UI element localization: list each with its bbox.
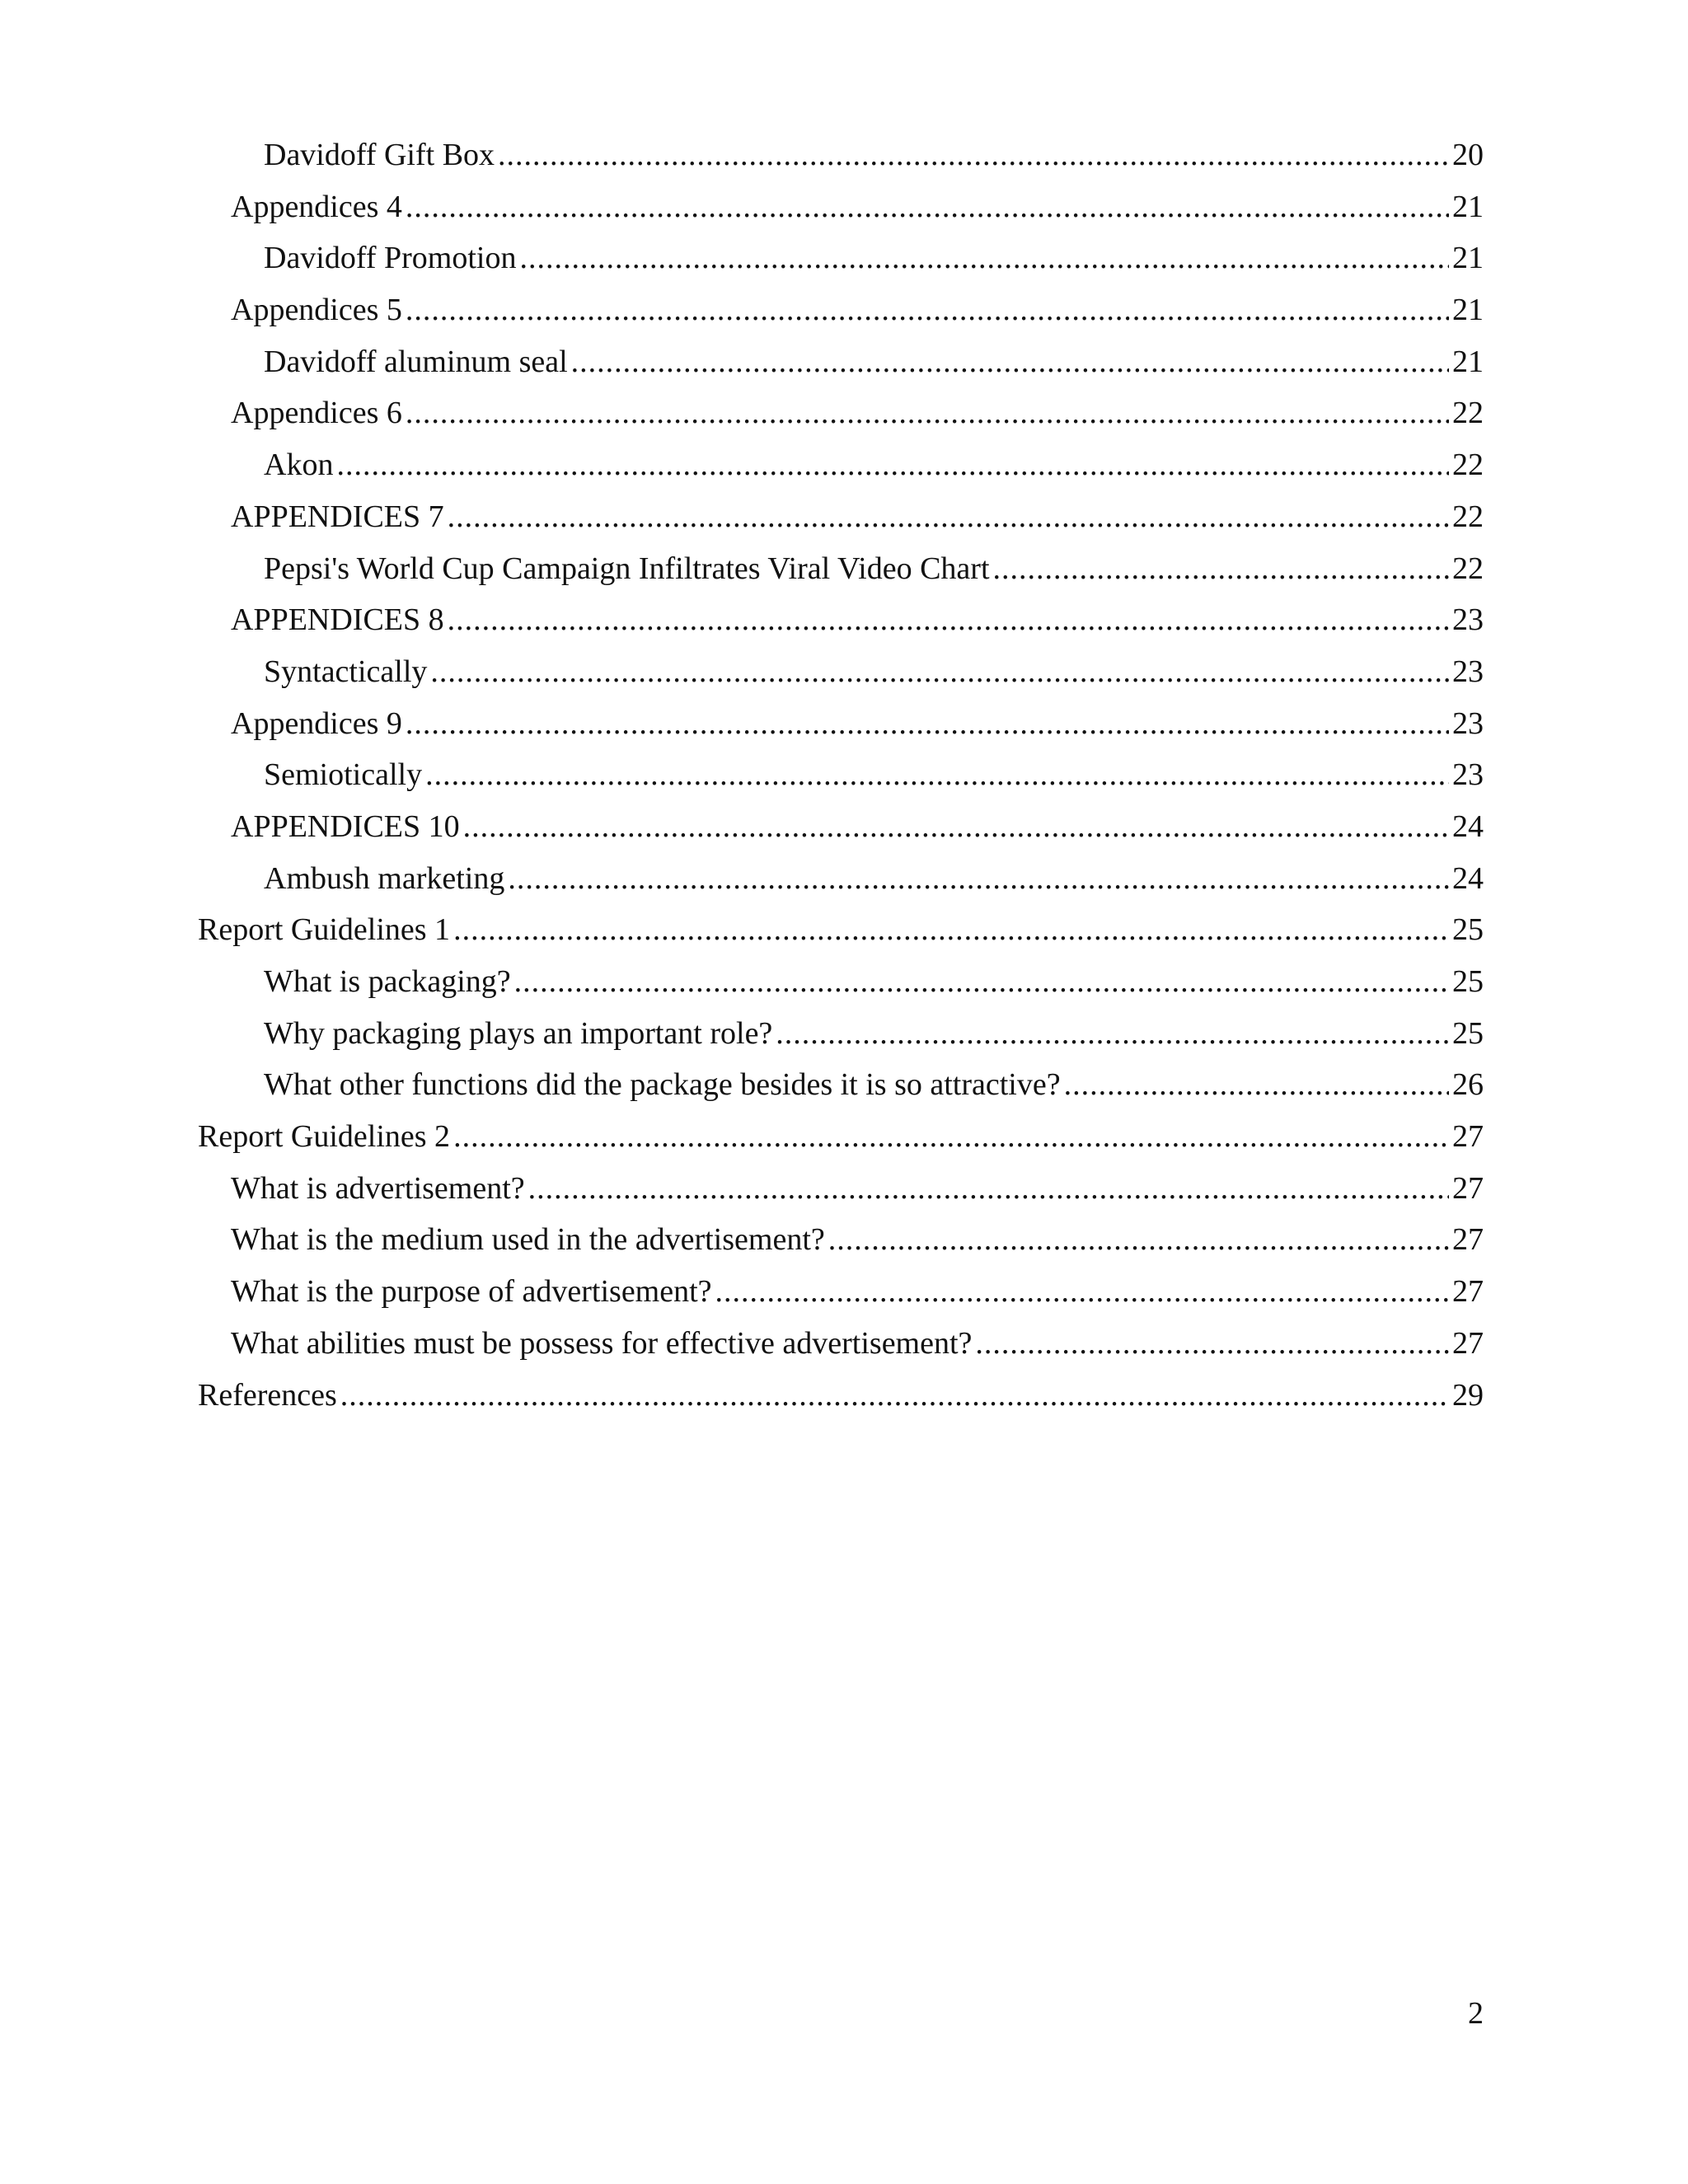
toc-entry-page: 21	[1452, 241, 1484, 276]
toc-entry-page: 23	[1452, 654, 1484, 689]
toc-dot-leader	[975, 1318, 1449, 1370]
toc-dot-leader	[463, 801, 1449, 853]
toc-entry-page: 22	[1452, 551, 1484, 586]
toc-entry-page: 21	[1452, 293, 1484, 328]
toc-dot-leader	[448, 594, 1449, 646]
toc-dot-leader	[1064, 1059, 1449, 1111]
toc-entry-page: 27	[1452, 1325, 1484, 1361]
toc-entry[interactable]	[198, 646, 1484, 698]
toc-entry-label: APPENDICES 8	[231, 602, 444, 638]
toc-entry[interactable]	[198, 181, 1484, 233]
toc-entry-page: 26	[1452, 1067, 1484, 1103]
toc-entry[interactable]	[198, 439, 1484, 491]
toc-entry-page: 25	[1452, 964, 1484, 999]
toc-entry-page: 27	[1452, 1222, 1484, 1258]
toc-entry-page: 22	[1452, 396, 1484, 431]
toc-dot-leader	[453, 904, 1449, 956]
toc-entry-label: Report Guidelines 2	[198, 1119, 451, 1155]
toc-entry-label: What is packaging?	[264, 964, 511, 999]
toc-dot-leader	[453, 1111, 1449, 1163]
toc-dot-leader	[571, 336, 1449, 388]
toc-entry-page: 23	[1452, 757, 1484, 793]
toc-entry[interactable]	[198, 1111, 1484, 1163]
toc-dot-leader	[514, 956, 1449, 1008]
toc-entry-label: APPENDICES 7	[231, 499, 444, 534]
toc-entry-label: Appendices 4	[231, 189, 402, 224]
toc-entry[interactable]	[198, 284, 1484, 336]
toc-dot-leader	[448, 491, 1449, 543]
toc-entry[interactable]	[198, 801, 1484, 853]
toc-entry[interactable]	[198, 956, 1484, 1008]
toc-entry-page: 29	[1452, 1377, 1484, 1413]
toc-entry-label: Report Guidelines 1	[198, 912, 451, 948]
toc-dot-leader	[406, 181, 1449, 233]
toc-entry-label: Davidoff Promotion	[264, 241, 517, 276]
toc-entry[interactable]	[198, 543, 1484, 595]
toc-dot-leader	[776, 1008, 1449, 1060]
toc-entry-label: Davidoff aluminum seal	[264, 344, 568, 379]
toc-entry-page: 21	[1452, 189, 1484, 224]
toc-entry-label: References	[198, 1377, 337, 1413]
page-number: 2	[1468, 1996, 1484, 2031]
toc-entry[interactable]	[198, 1318, 1484, 1370]
toc-entry-label: Syntactically	[264, 654, 428, 689]
toc-entry-label: What is the medium used in the advertisement?	[231, 1222, 825, 1258]
toc-entry[interactable]	[198, 853, 1484, 905]
toc-entry[interactable]	[198, 1214, 1484, 1266]
table-of-contents	[198, 129, 1484, 1421]
toc-entry-label: Ambush marketing	[264, 860, 505, 896]
toc-entry[interactable]	[198, 1163, 1484, 1215]
toc-entry[interactable]	[198, 1059, 1484, 1111]
toc-entry-label: APPENDICES 10	[231, 808, 460, 844]
toc-dot-leader	[519, 232, 1449, 284]
toc-entry[interactable]	[198, 749, 1484, 801]
toc-dot-leader	[406, 284, 1449, 336]
toc-entry[interactable]	[198, 1370, 1484, 1422]
toc-entry[interactable]	[198, 594, 1484, 646]
toc-entry[interactable]	[198, 491, 1484, 543]
toc-dot-leader	[528, 1163, 1449, 1215]
toc-dot-leader	[406, 698, 1449, 750]
toc-entry[interactable]	[198, 1266, 1484, 1318]
toc-entry-page: 23	[1452, 602, 1484, 638]
toc-entry-page: 24	[1452, 808, 1484, 844]
toc-entry-page: 27	[1452, 1119, 1484, 1155]
toc-dot-leader	[498, 129, 1449, 181]
toc-dot-leader	[406, 387, 1449, 439]
toc-entry[interactable]	[198, 698, 1484, 750]
toc-entry-page: 22	[1452, 448, 1484, 483]
toc-entry-page: 25	[1452, 1015, 1484, 1051]
toc-entry-label: Why packaging plays an important role?	[264, 1015, 773, 1051]
toc-dot-leader	[340, 1370, 1449, 1422]
toc-entry-label: What is the purpose of advertisement?	[231, 1274, 712, 1310]
toc-entry[interactable]	[198, 387, 1484, 439]
toc-dot-leader	[715, 1266, 1449, 1318]
toc-entry-label: Akon	[264, 448, 334, 483]
toc-entry[interactable]	[198, 129, 1484, 181]
toc-entry[interactable]	[198, 904, 1484, 956]
toc-entry[interactable]	[198, 232, 1484, 284]
toc-entry-label: Semiotically	[264, 757, 423, 793]
toc-entry-page: 24	[1452, 860, 1484, 896]
toc-entry-page: 25	[1452, 912, 1484, 948]
toc-entry-label: Pepsi's World Cup Campaign Infiltrates Viral Video Chart	[264, 551, 990, 586]
toc-dot-leader	[828, 1214, 1449, 1266]
toc-entry-page: 22	[1452, 499, 1484, 534]
toc-entry-label: What abilities must be possess for effective advertisement?	[231, 1325, 973, 1361]
toc-dot-leader	[336, 439, 1449, 491]
toc-entry[interactable]	[198, 1008, 1484, 1060]
toc-entry-page: 21	[1452, 344, 1484, 379]
toc-entry[interactable]	[198, 336, 1484, 388]
toc-entry-label: What is advertisement?	[231, 1170, 525, 1206]
toc-entry-label: Appendices 9	[231, 705, 402, 741]
toc-dot-leader	[508, 853, 1449, 905]
toc-entry-label: Appendices 5	[231, 293, 402, 328]
toc-entry-page: 27	[1452, 1274, 1484, 1310]
toc-entry-label: Appendices 6	[231, 396, 402, 431]
toc-entry-page: 27	[1452, 1170, 1484, 1206]
toc-entry-page: 23	[1452, 705, 1484, 741]
toc-dot-leader	[993, 543, 1449, 595]
toc-entry-page: 20	[1452, 138, 1484, 172]
toc-dot-leader	[425, 749, 1449, 801]
toc-entry-label: What other functions did the package besides it is so attractive?	[264, 1067, 1061, 1103]
toc-entry-label: Davidoff Gift Box	[264, 138, 495, 172]
toc-dot-leader	[430, 646, 1449, 698]
